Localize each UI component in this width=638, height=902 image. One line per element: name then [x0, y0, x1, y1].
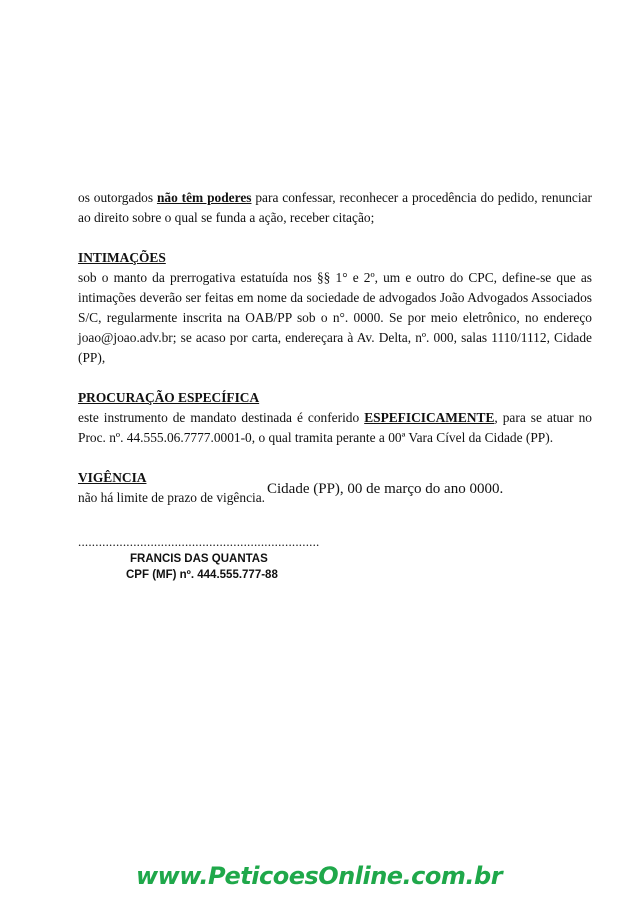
intimacoes-paragraph: sob o manto da prerrogativa estatuída nos §§ 1° e 2º, um e outro do CPC, define-se que as intimações deverão ser feitas em nome da sociedade de advogados João Advogados Associados S/C, regularmente inscrita na OAB/PP sob o n°. 0000. Se por meio eletrônico, no endereço joao@joao.adv.br; se acaso por carta, endereçara à Av. Delta, nº. 000, salas 1110/1112, Cidade (PP), — [78, 270, 592, 365]
procuracao-heading: PROCURAÇÃO ESPECÍFICA — [78, 390, 260, 405]
powers-pre-text: os outorgados — [78, 190, 157, 205]
site-watermark-logo: www.PeticoesOnline.com.br — [135, 862, 503, 890]
date-line: Cidade (PP), 00 de março do ano 0000. — [267, 481, 504, 497]
especificamente-emphasis: ESPEFICICAMENTE — [364, 410, 495, 425]
signature-line: ...................................................................... — [78, 534, 320, 549]
intimacoes-heading: INTIMAÇÕES — [78, 250, 166, 265]
signatory-cpf: CPF (MF) nº. 444.555.777-88 — [126, 569, 278, 581]
powers-paragraph — [78, 188, 592, 228]
procuracao-paragraph — [78, 408, 592, 448]
vigencia-heading: VIGÊNCIA — [78, 470, 147, 485]
vigencia-paragraph: não há limite de prazo de vigência. — [78, 490, 266, 505]
powers-post-text: para confessar, reconhecer a procedência do pedido, renunciar ao direito sobre o qual se funda a ação, receber citação; — [78, 190, 592, 225]
no-powers-emphasis: não têm poderes — [156, 190, 252, 205]
procuracao-post-text: , para se atuar no Proc. nº. 44.555.06.7777.0001-0, o qual tramita perante a 00ª Vara Cível da Cidade (PP). — [78, 410, 592, 445]
signatory-name: FRANCIS DAS QUANTAS — [130, 553, 268, 565]
procuracao-pre-text: este instrumento de mandato destinada é conferido — [78, 410, 365, 425]
document-body — [78, 188, 592, 508]
